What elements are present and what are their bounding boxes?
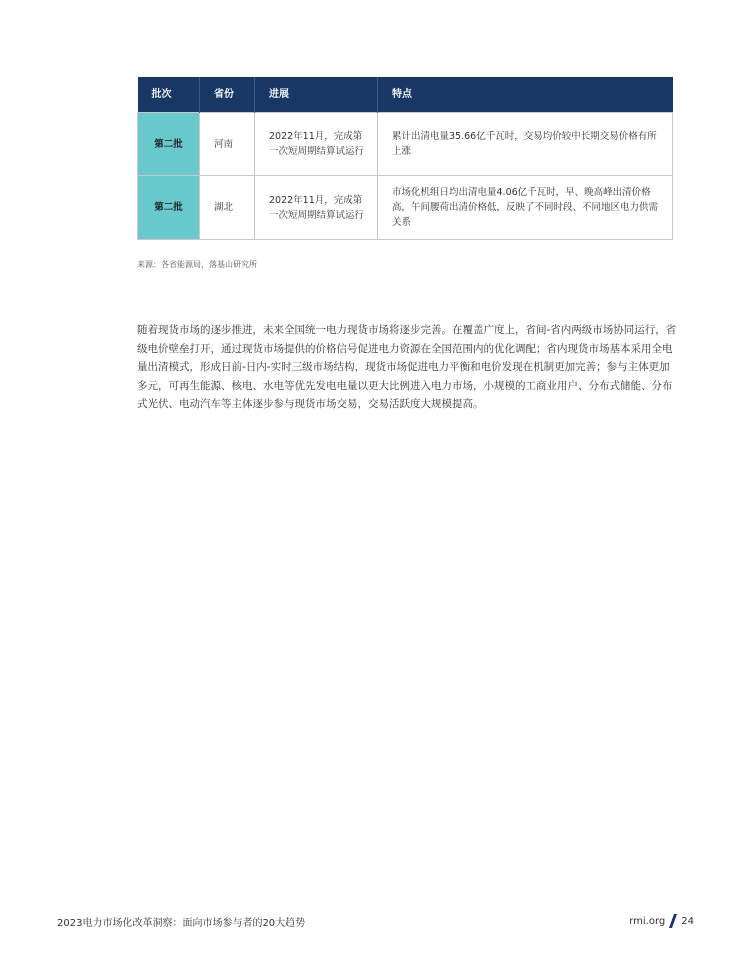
table-row [138,113,673,176]
header-province: 省份 [200,77,255,113]
source-note: 来源：各省能源局，落基山研究所 [137,260,257,269]
body-paragraph: 随着现货市场的逐步推进，未来全国统一电力现货市场将逐步完善。在覆盖广度上，省间-省内两级市场协同运行，省级电价壁垒打开，通过现货市场提供的价格信号促进电力资源在全国范围内的优化调配；省内现货市场基本采用全电量出清模式，形成日前-日内-实时三级市场结构，现货市场促进电力平衡和电价发现在机制更加完善；参与主体更加多元，可再生能源、核电、水电等优先发电电量以更大比例进入电力市场，小规模的工商业用户、分布式储能、分布式光伏、电动汽车等主体逐步参与现货市场交易，交易活跃度大规模提高。 [137,324,677,410]
features-cell: 累计出清电量35.66亿千瓦时，交易均价较中长期交易价格有所上涨 [378,113,673,176]
footer-page-info [629,914,694,928]
page-number: 24 [681,915,694,927]
table-row [138,176,673,240]
slash-divider-icon [669,914,677,928]
market-pilot-table [137,77,673,240]
footer-site-link[interactable]: rmi.org [629,915,666,927]
header-batch: 批次 [138,77,200,113]
province-cell: 湖北 [200,176,255,240]
table-header-row [138,77,673,113]
features-cell: 市场化机组日均出清电量4.06亿千瓦时，早、晚高峰出清价格高，午间腰荷出清价格低，反映了不同时段、不同地区电力供需关系 [378,176,673,240]
header-features: 特点 [378,77,673,113]
progress-cell: 2022年11月，完成第一次短周期结算试运行 [255,176,378,240]
batch-cell: 第二批 [138,113,200,176]
province-cell: 河南 [200,113,255,176]
progress-cell: 2022年11月，完成第一次短周期结算试运行 [255,113,378,176]
footer-report-title: 2023电力市场化改革洞察：面向市场参与者的20大趋势 [57,918,306,929]
header-progress: 进展 [255,77,378,113]
batch-cell: 第二批 [138,176,200,240]
